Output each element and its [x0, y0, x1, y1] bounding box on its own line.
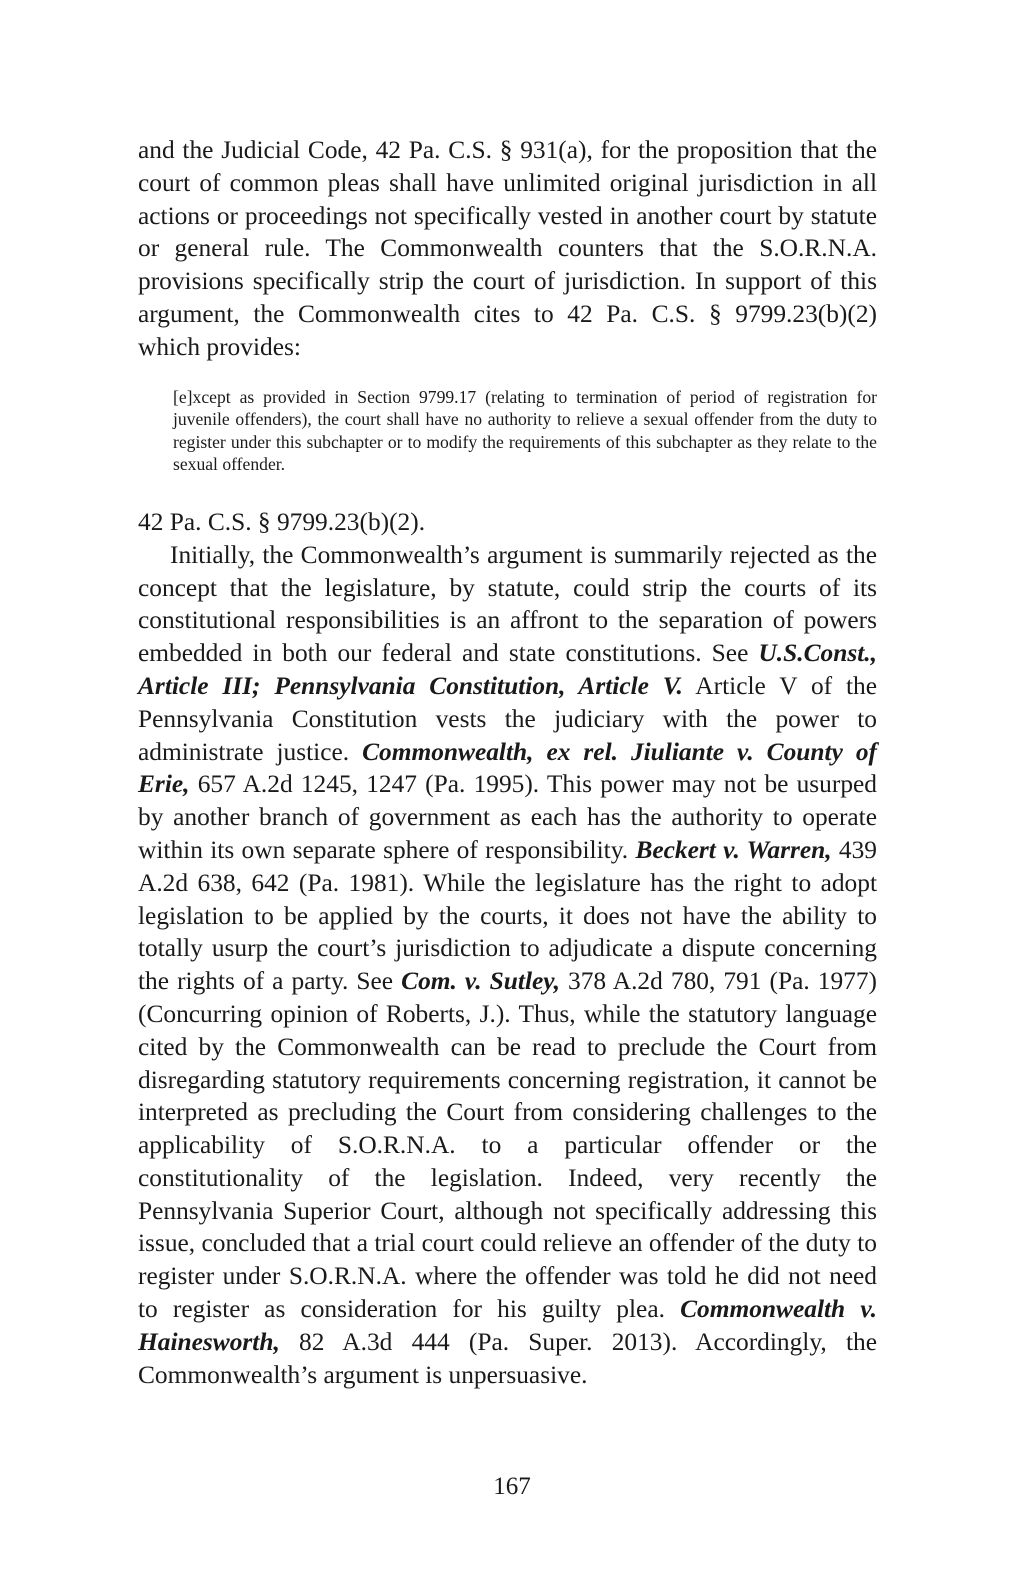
paragraph-analysis	[138, 539, 877, 1392]
case-citation-beckert: Beckert v. Warren,	[635, 835, 832, 864]
case-citation-jiuliante: Commonwealth, ex rel. Jiuliante v. County of Erie,	[138, 737, 877, 799]
paragraph-continued: and the Judicial Code, 42 Pa. C.S. § 931(a), for the proposition that the court of common pleas shall have unlimited original jurisdiction in all actions or proceedings not specifically vested in another court by statute or general rule. The Commonwealth counters that the S.O.R.N.A. provisions specifically strip the court of jurisdiction. In support of this argument, the Commonwealth cites to 42 Pa. C.S. § 9799.23(b)(2) which provides:	[138, 136, 877, 361]
text-segment: Initially, the Commonwealth’s argument is summarily rejected as the concept that the legislature, by statute, could strip the courts of its constitutional responsibilities is an affront to the separation of powers embedded in both our federal and state constitutions. See	[138, 540, 877, 668]
case-citation-hainesworth: Commonwealth v. Hainesworth,	[138, 1295, 877, 1356]
text-segment: 82 A.3d 444 (Pa. Super. 2013). Accordingly, the Commonwealth’s argument is unpersuasive.	[138, 1327, 877, 1389]
case-citation-sutley: Com. v. Sutley,	[401, 967, 560, 996]
text-segment: 378 A.2d 780, 791 (Pa. 1977) (Concurring opinion of Roberts, J.). Thus, while the statutory language cited by the Commonwealth can be read to preclude the Court from disregarding statutory requirements concerning registration, it cannot be interpreted as precluding the Court from considering challenges to the applicability of S.O.R.N.A. to a particular offender or the constitutionality of the legislation. Indeed, very recently the Pennsylvania Superior Court, although not specifically addressing this issue, concluded that a trial court could relieve an offender of the duty to register under S.O.R.N.A. where the offender was told he did not need to register as consideration for his guilty plea.	[138, 967, 877, 1324]
text-segment: 657 A.2d 1245, 1247 (Pa. 1995). This power may not be usurped by another branch of government as each has the authority to operate within its own separate sphere of responsibility.	[138, 770, 877, 864]
text-segment: Article V of the Pennsylvania Constitution vests the judiciary with the power to administrate justice.	[138, 671, 877, 766]
case-citation-constitution: U.S.Const., Article III; Pennsylvania Constitution, Article V.	[138, 639, 877, 700]
page-body	[138, 134, 877, 1391]
block-quote: [e]xcept as provided in Section 9799.17 (relating to termination of period of registration for juvenile offenders), the court shall have no authority to relieve a sexual offender from the duty to register under this subchapter or to modify the requirements of this subchapter as they relate to the sexual offender.	[173, 386, 877, 475]
quote-citation: 42 Pa. C.S. § 9799.23(b)(2).	[138, 507, 426, 536]
text-segment: 439 A.2d 638, 642 (Pa. 1981). While the legislature has the right to adopt legislation to be applied by the courts, it does not have the ability to totally usurp the court’s jurisdiction to adjudicate a dispute concerning the rights of a party. See	[138, 835, 877, 996]
page-number: 167	[493, 1473, 531, 1500]
